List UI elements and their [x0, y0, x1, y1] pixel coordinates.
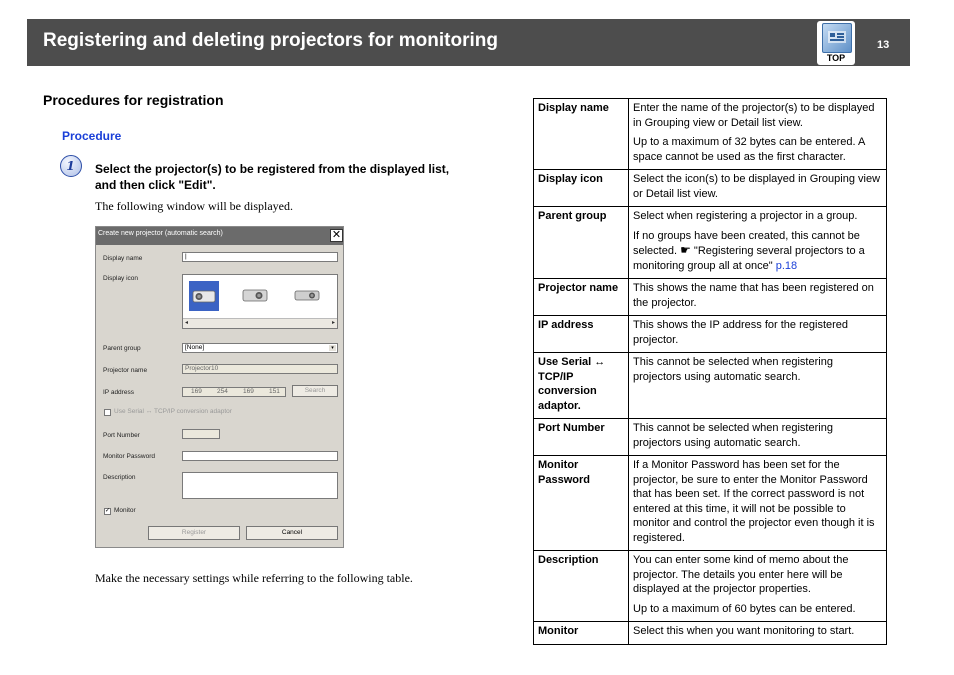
- table-key: Description: [534, 551, 629, 622]
- table-row: [534, 551, 887, 622]
- ip-octet-2: 254: [217, 388, 228, 395]
- table-key: Use Serial ↔ TCP/IP conversion adaptor.: [534, 353, 629, 419]
- table-row: [534, 170, 887, 207]
- table-row: [534, 316, 887, 353]
- step-number: 1: [66, 159, 75, 173]
- ip-octet-1: 169: [191, 388, 202, 395]
- projector-name-field: Projector10: [182, 364, 338, 374]
- table-text: [633, 229, 882, 274]
- table-value: [629, 279, 887, 316]
- page-number: 13: [877, 39, 890, 51]
- page-title: Registering and deleting projectors for monitoring: [43, 30, 498, 51]
- table-value: [629, 170, 887, 207]
- description-input[interactable]: [182, 472, 338, 499]
- table-key: Parent group: [534, 207, 629, 279]
- table-value: [629, 353, 887, 419]
- step-note: The following window will be displayed.: [95, 199, 293, 213]
- table-key: Display icon: [534, 170, 629, 207]
- parent-group-label: Parent group: [103, 345, 141, 352]
- table-value: [629, 207, 887, 279]
- table-text: Select the icon(s) to be displayed in Grouping view or Detail list view.: [633, 173, 881, 200]
- description-label: Description: [103, 474, 136, 481]
- table-text: Select this when you want monitoring to start.: [633, 625, 855, 637]
- parent-group-value: [None]: [185, 344, 205, 351]
- top-icon: [822, 23, 852, 53]
- top-label: TOP: [826, 53, 846, 63]
- use-serial-label: Use Serial ↔ TCP/IP conversion adaptor: [114, 408, 232, 415]
- port-number-label: Port Number: [103, 432, 140, 439]
- table-value: [629, 99, 887, 170]
- table-row: [534, 99, 887, 170]
- display-name-input[interactable]: |: [182, 252, 338, 262]
- ip-octet-4: 151: [269, 388, 280, 395]
- cross-reference-text: "Registering several projectors to a monitoring group all at once": [633, 245, 865, 272]
- step-number-icon: [60, 155, 82, 177]
- table-text: Up to a maximum of 32 bytes can be entered. A space cannot be used as the first character.: [633, 136, 865, 163]
- table-value: [629, 316, 887, 353]
- icon-list-scrollbar[interactable]: [183, 318, 337, 328]
- ip-octet-3: 169: [243, 388, 254, 395]
- cancel-button[interactable]: Cancel: [246, 526, 338, 540]
- table-key: Monitor: [534, 622, 629, 645]
- register-button[interactable]: Register: [148, 526, 240, 540]
- display-icon-list[interactable]: [182, 274, 338, 329]
- monitor-password-input[interactable]: [182, 451, 338, 461]
- dialog-titlebar: [96, 227, 343, 245]
- scroll-left-icon[interactable]: ◂: [185, 320, 189, 326]
- table-row: [534, 622, 887, 645]
- table-text-part: If no groups have been created, this cannot be selected.: [633, 229, 860, 257]
- display-name-label: Display name: [103, 255, 143, 262]
- table-value: [629, 456, 887, 551]
- table-text: This cannot be selected when registering projectors using automatic search.: [633, 356, 833, 383]
- table-key: IP address: [534, 316, 629, 353]
- table-key: Display name: [534, 99, 629, 170]
- projector-icon-3[interactable]: [293, 285, 321, 305]
- table-row: [534, 279, 887, 316]
- table-key: Port Number: [534, 419, 629, 456]
- page-header: [27, 19, 910, 66]
- table-text: This shows the IP address for the registered projector.: [633, 319, 849, 346]
- page-link[interactable]: p.18: [775, 259, 798, 272]
- use-serial-checkbox[interactable]: [104, 409, 111, 416]
- table-text: This shows the name that has been registered on the projector.: [633, 282, 874, 309]
- table-key: Monitor Password: [534, 456, 629, 551]
- table-value: [629, 551, 887, 622]
- pointing-hand-icon: ☛: [680, 243, 691, 257]
- table-text: You can enter some kind of memo about the projector. The details you enter here will be displayed at the projector properties.: [633, 554, 849, 595]
- table-row: [534, 353, 887, 419]
- ip-address-label: IP address: [103, 389, 134, 396]
- section-heading: Procedures for registration: [43, 92, 224, 108]
- close-icon[interactable]: ✕: [331, 229, 342, 241]
- dialog-title: Create new projector (automatic search): [98, 230, 223, 237]
- parent-group-select[interactable]: [182, 343, 338, 353]
- create-projector-dialog: [95, 226, 344, 548]
- display-icon-label: Display icon: [103, 275, 139, 282]
- monitor-label: Monitor: [114, 507, 136, 514]
- table-row: [534, 456, 887, 551]
- table-text: This cannot be selected when registering projectors using automatic search.: [633, 422, 833, 449]
- top-button[interactable]: [817, 21, 855, 65]
- table-text: If a Monitor Password has been set for the projector, be sure to enter the Monitor Password that has been set. If the correct password is not entered at this time, it will not be possible to monitor and control the projector even though it is registered.: [633, 459, 875, 544]
- projector-icon-2[interactable]: [241, 285, 269, 305]
- table-text: Enter the name of the projector(s) to be displayed in Grouping view or Detail list view.: [633, 102, 875, 129]
- chevron-down-icon[interactable]: ▾: [329, 345, 336, 351]
- step-instruction: Select the projector(s) to be registered from the displayed list, and then click "Edit".: [95, 162, 450, 192]
- monitor-password-label: Monitor Password: [103, 453, 156, 460]
- ip-address-field: [182, 387, 286, 397]
- table-key: Projector name: [534, 279, 629, 316]
- projector-icon-selected[interactable]: [189, 281, 219, 311]
- projector-name-label: Projector name: [103, 367, 148, 374]
- table-text: Up to a maximum of 60 bytes can be entered.: [633, 602, 856, 615]
- port-number-field: [182, 429, 220, 439]
- table-text: Select when registering a projector in a group.: [633, 210, 858, 222]
- table-value: [629, 419, 887, 456]
- after-text: Make the necessary settings while referring to the following table.: [95, 571, 413, 585]
- search-button[interactable]: Search: [292, 385, 338, 397]
- procedure-label: Procedure: [62, 129, 122, 143]
- table-value: [629, 622, 887, 645]
- table-row: [534, 419, 887, 456]
- monitor-checkbox[interactable]: ✓: [105, 508, 111, 514]
- table-row: [534, 207, 887, 279]
- scroll-right-icon[interactable]: ▸: [331, 320, 335, 326]
- settings-table: [533, 98, 887, 645]
